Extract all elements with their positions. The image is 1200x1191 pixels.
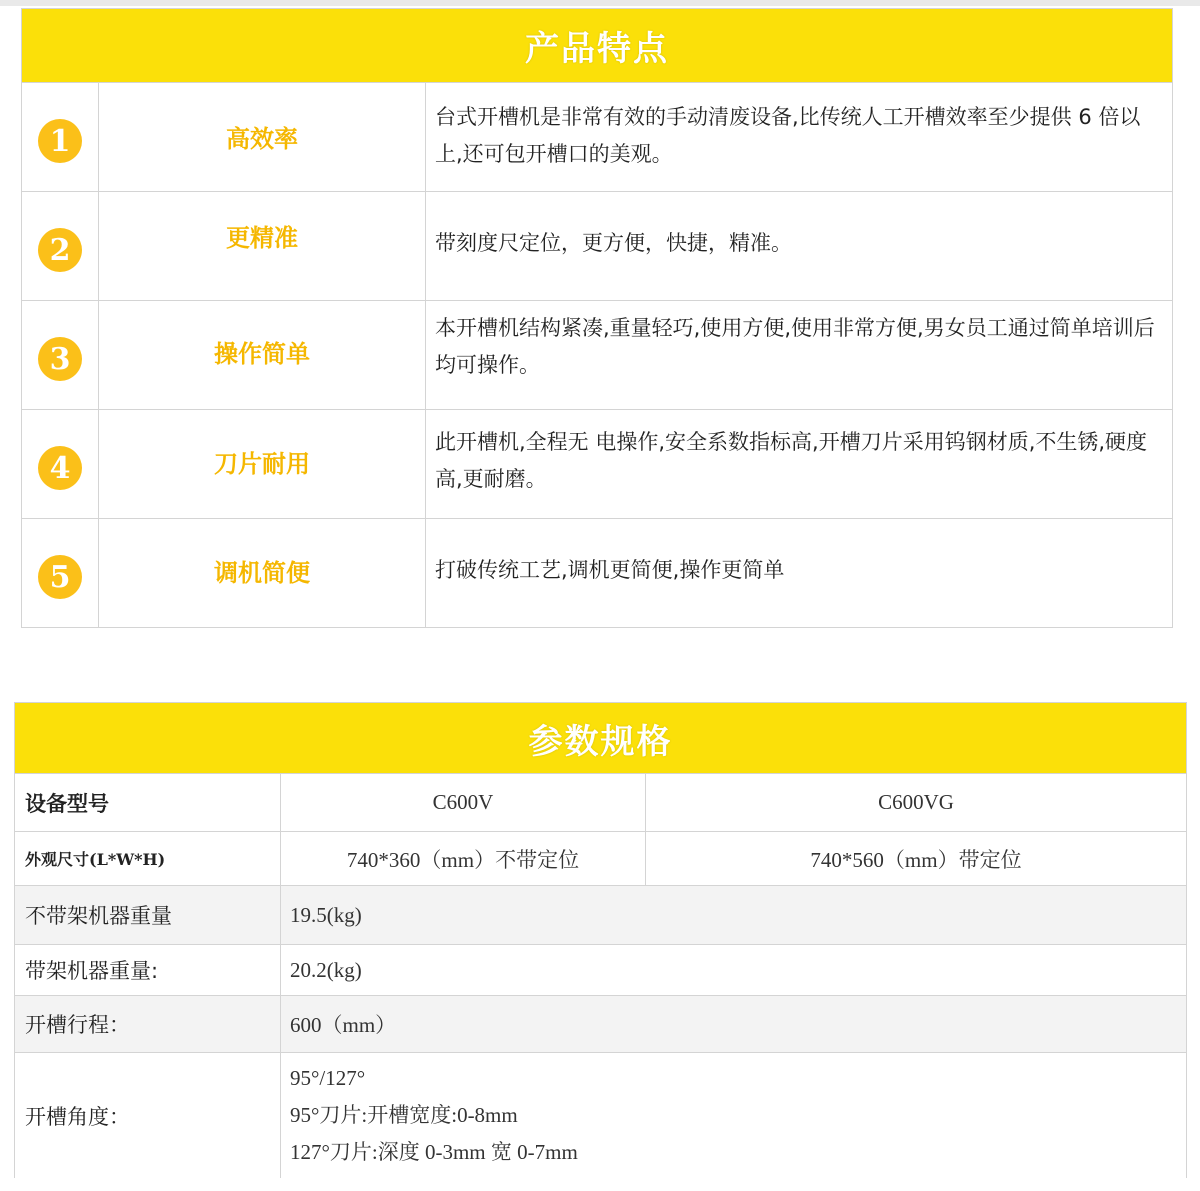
stroke-label: 开槽行程： bbox=[15, 996, 281, 1052]
spec-row-weight-no-rack bbox=[15, 885, 1186, 944]
features-header: 产品特点 bbox=[22, 9, 1172, 82]
model-1: C600V bbox=[432, 790, 494, 814]
spec-row-stroke bbox=[15, 995, 1186, 1052]
number-badge-2: 2 bbox=[38, 228, 82, 272]
weight-rack-value: 20.2(kg) bbox=[290, 957, 362, 982]
model-2: C600VG bbox=[645, 774, 1186, 831]
spec-row-angle bbox=[15, 1052, 1186, 1178]
number-badge-5: 5 bbox=[38, 555, 82, 599]
angle-label: 开槽角度： bbox=[15, 1053, 281, 1178]
feature-row bbox=[22, 191, 1172, 300]
number-badge-4: 4 bbox=[38, 446, 82, 490]
weight-no-rack-label: 不带架机器重量 bbox=[15, 886, 281, 944]
model-label: 设备型号 bbox=[15, 774, 281, 831]
specs-table bbox=[14, 702, 1187, 1178]
feature-title: 调机简便 bbox=[99, 519, 426, 627]
feature-title: 高效率 bbox=[99, 83, 426, 191]
feature-desc: 本开槽机结构紧凑,重量轻巧,使用方便,使用非常方便,男女员工通过简单培训后均可操作。 bbox=[435, 316, 1155, 377]
weight-no-rack-value: 19.5(kg) bbox=[290, 902, 362, 927]
number-badge-3: 3 bbox=[38, 337, 82, 381]
features-table bbox=[21, 8, 1173, 628]
angle-line-3: 127°刀片:深度 0-3mm 宽 0-7mm bbox=[290, 1140, 578, 1164]
feature-title: 刀片耐用 bbox=[99, 410, 426, 518]
feature-row bbox=[22, 518, 1172, 627]
top-divider bbox=[0, 0, 1200, 6]
feature-row bbox=[22, 82, 1172, 191]
feature-title: 更精准 bbox=[99, 192, 426, 300]
angle-line-2: 95°刀片:开槽宽度:0-8mm bbox=[290, 1103, 518, 1127]
weight-rack-label: 带架机器重量: bbox=[15, 945, 281, 995]
spec-row-model bbox=[15, 773, 1186, 831]
angle-values bbox=[281, 1053, 1186, 1178]
stroke-value: 600（mm） bbox=[290, 1013, 397, 1037]
spec-row-size bbox=[15, 831, 1186, 885]
feature-desc: 带刻度尺定位，更方便，快捷，精准。 bbox=[435, 231, 792, 255]
feature-row bbox=[22, 409, 1172, 518]
feature-desc: 台式开槽机是非常有效的手动清废设备,比传统人工开槽效率至少提供 6 倍以上,还可包开槽口的美观。 bbox=[435, 105, 1141, 166]
feature-row bbox=[22, 300, 1172, 409]
size-1: 740*360（mm）不带定位 bbox=[346, 847, 580, 872]
size-2: 740*560（mm）带定位 bbox=[645, 832, 1186, 885]
specs-header: 参数规格 bbox=[15, 703, 1186, 773]
feature-desc: 此开槽机,全程无 电操作,安全系数指标高,开槽刀片采用钨钢材质,不生锈,硬度高,更耐磨。 bbox=[435, 430, 1148, 491]
size-label: 外观尺寸(L*W*H) bbox=[15, 832, 281, 885]
spec-row-weight-rack bbox=[15, 944, 1186, 995]
feature-title: 操作简单 bbox=[99, 301, 426, 409]
number-badge-1: 1 bbox=[38, 119, 82, 163]
feature-desc: 打破传统工艺,调机更简便,操作更简单 bbox=[435, 558, 785, 582]
angle-line-1: 95°/127° bbox=[290, 1066, 366, 1090]
